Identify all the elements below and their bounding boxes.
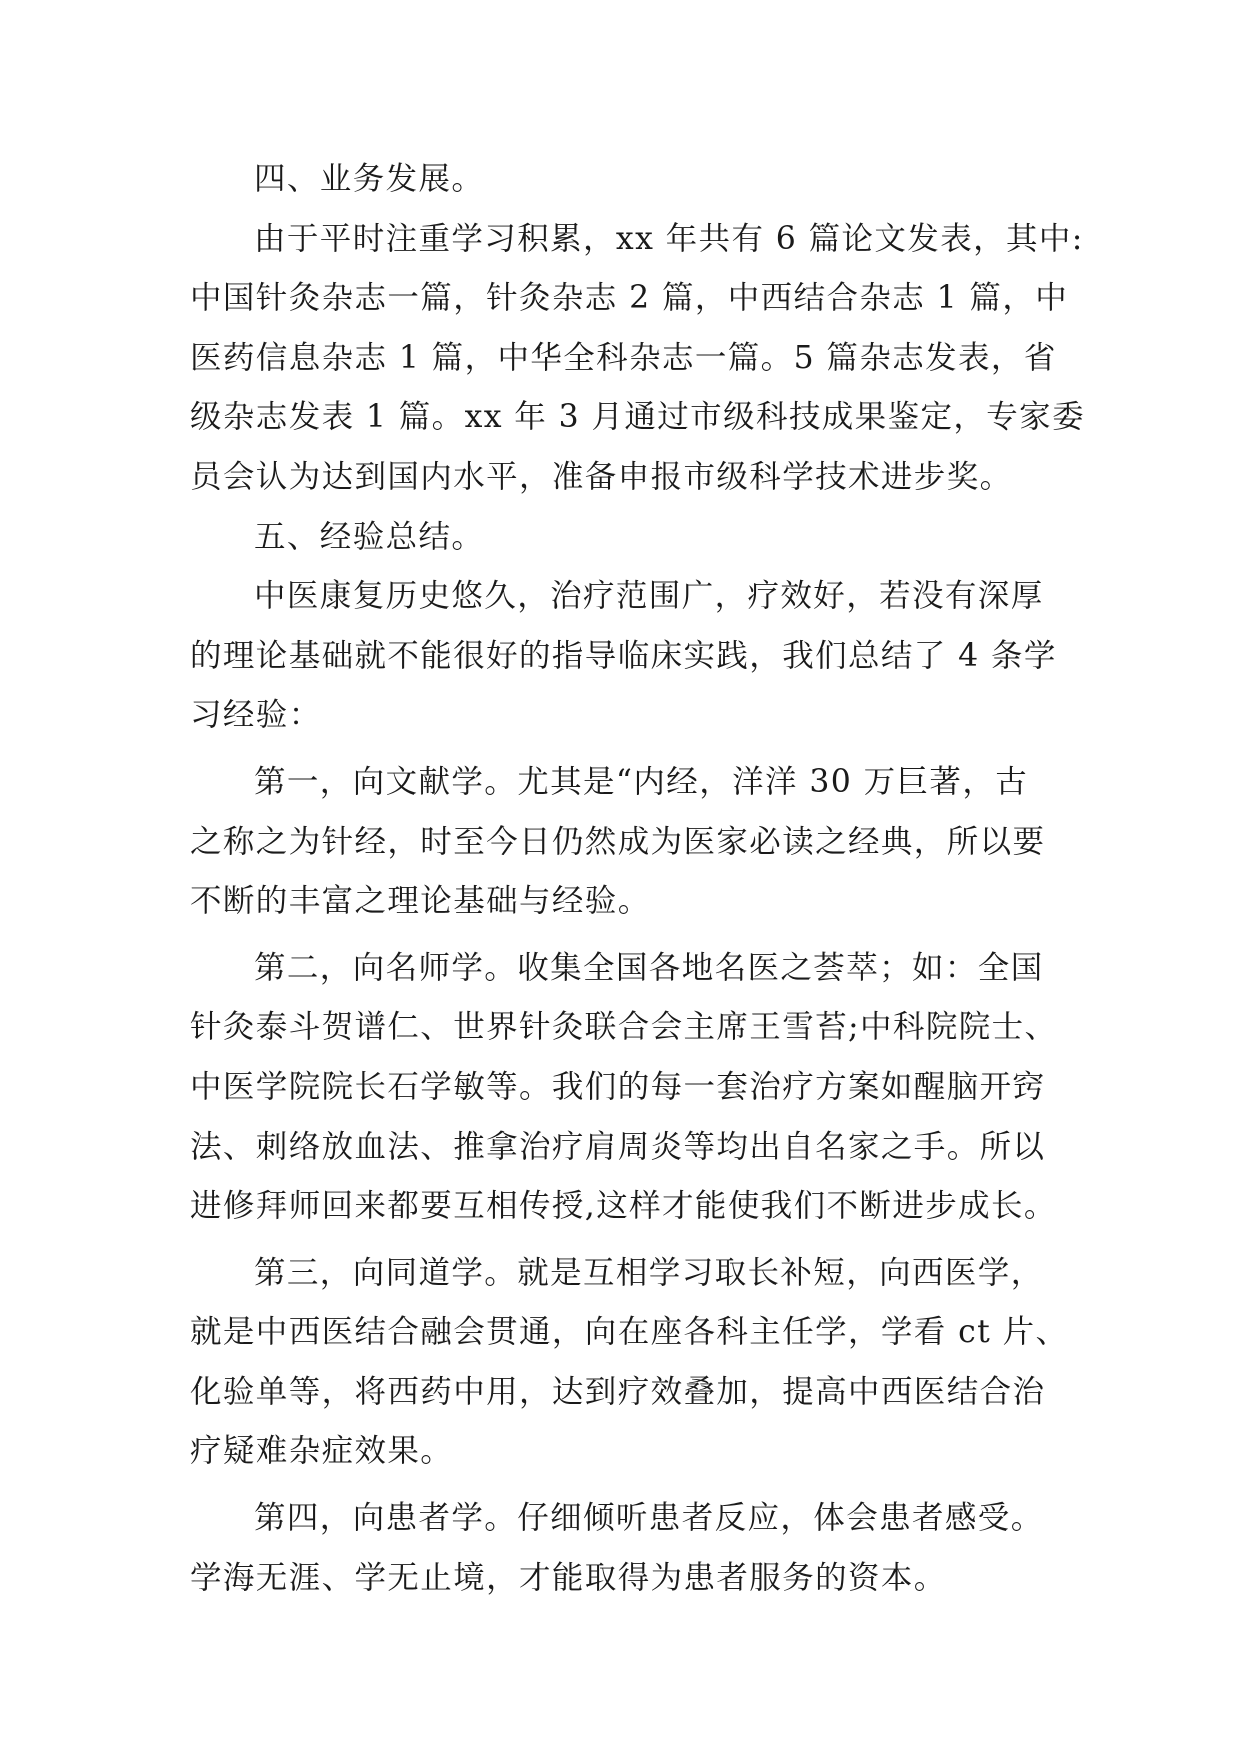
section-heading-experience: 五、经验总结。 — [254, 518, 485, 555]
paragraph-line: 第二，向名师学。收集全国各地名医之荟萃；如：全国 — [254, 949, 1044, 986]
paragraph-line: 医药信息杂志 1 篇，中华全科杂志一篇。5 篇杂志发表，省 — [190, 339, 1057, 376]
document-body — [190, 150, 1085, 1608]
paragraph-line: 中国针灸杂志一篇，针灸杂志 2 篇，中西结合杂志 1 篇，中 — [190, 280, 1069, 317]
paragraph-line: 疗疑难杂症效果。 — [190, 1433, 454, 1470]
paragraph-gap — [190, 932, 1070, 939]
paragraph-line: 就是中西医结合融会贯通，向在座各科主任学，学看 ct 片、 — [190, 1314, 1069, 1351]
paragraph-gap — [190, 746, 1070, 753]
paragraph-line: 第三，向同道学。就是互相学习取长补短，向西医学， — [254, 1254, 1044, 1291]
paragraph-gap — [190, 1237, 1070, 1244]
paragraph-line: 化验单等，将西药中用，达到疗效叠加，提高中西医结合治 — [190, 1373, 1046, 1410]
paragraph-line: 第四，向患者学。仔细倾听患者反应，体会患者感受。 — [254, 1500, 1044, 1537]
paragraph-line: 员会认为达到国内水平，准备申报市级科学技术进步奖。 — [190, 458, 1013, 495]
paragraph-line: 第一，向文献学。尤其是“内经，洋洋 30 万巨著，古 — [254, 763, 1029, 800]
paragraph-line: 中医康复历史悠久，治疗范围广，疗效好，若没有深厚 — [254, 578, 1044, 615]
paragraph-line: 学海无涯、学无止境，才能取得为患者服务的资本。 — [190, 1559, 947, 1596]
paragraph-line: 进修拜师回来都要互相传授,这样才能使我们不断进步成长。 — [190, 1188, 1057, 1225]
paragraph-line: 法、刺络放血法、推拿治疗肩周炎等均出自名家之手。所以 — [190, 1128, 1046, 1165]
paragraph-line: 级杂志发表 1 篇。xx 年 3 月通过市级科技成果鉴定，专家委 — [190, 399, 1085, 436]
paragraph-gap — [190, 1482, 1070, 1489]
paragraph-line: 针灸泰斗贺谱仁、世界针灸联合会主席王雪苔;中科院院士、 — [190, 1009, 1058, 1046]
paragraph-line: 不断的丰富之理论基础与经验。 — [190, 883, 651, 920]
paragraph-line: 由于平时注重学习积累，xx 年共有 6 篇论文发表，其中: — [254, 220, 1084, 257]
paragraph-line: 习经验： — [190, 697, 322, 734]
paragraph-line: 之称之为针经，时至今日仍然成为医家必读之经典，所以要 — [190, 823, 1046, 860]
paragraph-line: 的理论基础就不能很好的指导临床实践，我们总结了 4 条学 — [190, 637, 1057, 674]
section-heading-business: 四、业务发展。 — [254, 161, 485, 197]
paragraph-line: 中医学院院长石学敏等。我们的每一套治疗方案如醒脑开窍 — [190, 1068, 1046, 1105]
